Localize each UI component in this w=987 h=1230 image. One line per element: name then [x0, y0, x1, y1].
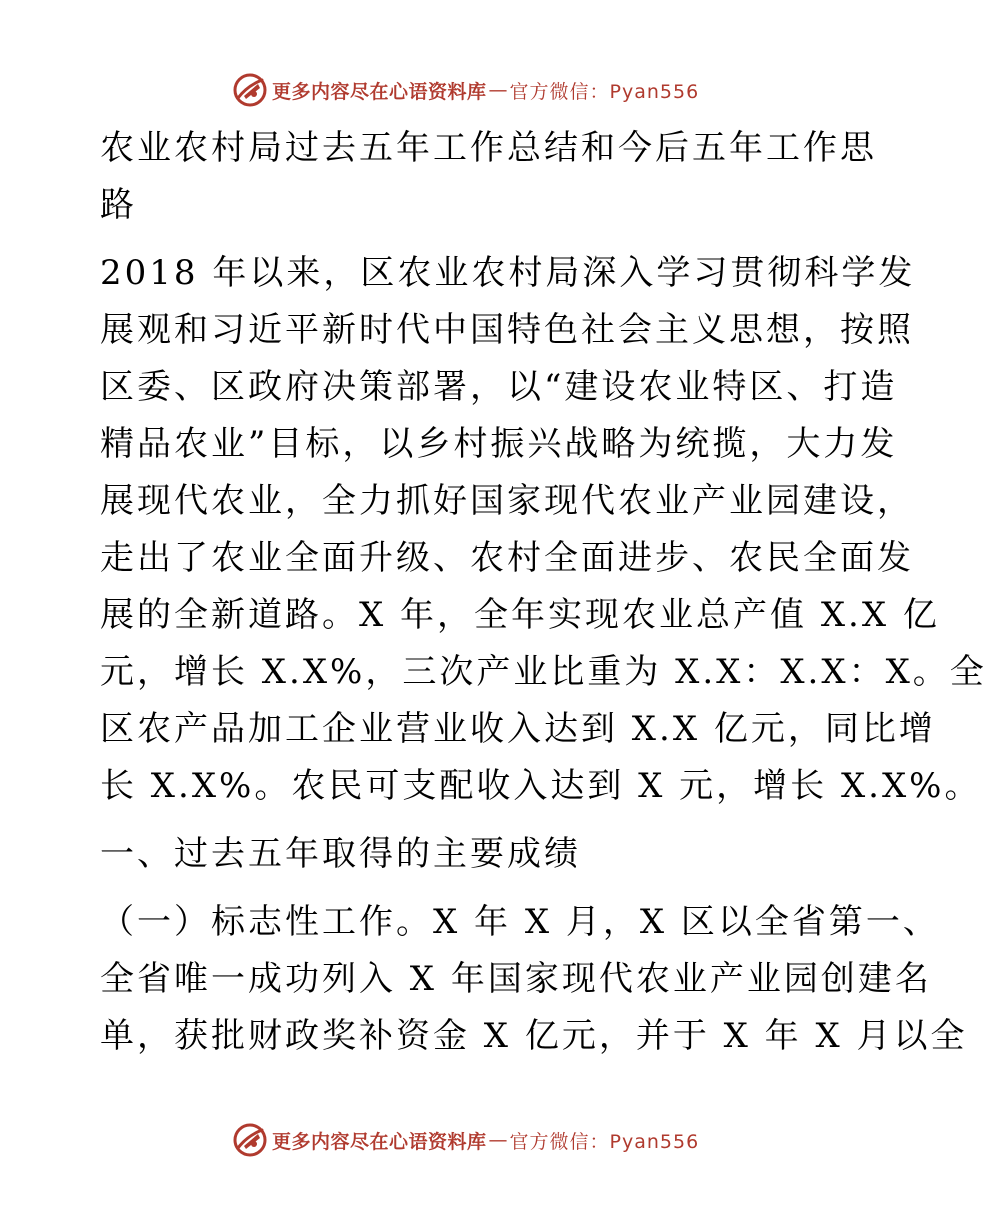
paragraph-line: 展观和习近平新时代中国特色社会主义思想，按照 — [100, 310, 914, 350]
header-banner — [232, 70, 699, 110]
banner-site-text: 更多内容尽在心语资料库 — [272, 1130, 487, 1153]
banner-wechat-text: 官方微信：Pyan556 — [509, 1130, 700, 1153]
banner-wechat-text: 官方微信：Pyan556 — [509, 80, 700, 103]
paragraph-line: 区农产品加工企业营业收入达到 X.X 亿元，同比增 — [100, 709, 936, 749]
title-line: 路 — [100, 185, 137, 225]
paragraph-line: 精品农业”目标，以乡村振兴战略为统揽，大力发 — [100, 424, 898, 464]
banner-dash: — — [488, 1129, 508, 1151]
paragraph-line: 单，获批财政奖补资金 X 亿元，并于 X 年 X 月以全 — [100, 1016, 968, 1056]
paragraph-line: 长 X.X%。农民可支配收入达到 X 元，增长 X.X%。 — [100, 766, 982, 806]
paragraph-line: 全省唯一成功列入 X 年国家现代农业产业园创建名 — [100, 959, 932, 999]
paragraph-line: 展现代农业，全力抓好国家现代农业产业园建设， — [100, 481, 914, 521]
document-body — [0, 120, 987, 1065]
section-heading: 一、过去五年取得的主要成绩 — [100, 834, 581, 874]
subsection-paragraph — [100, 894, 968, 1065]
brand-logo-icon — [232, 1122, 268, 1158]
intro-paragraph — [100, 245, 987, 815]
brand-logo-icon — [232, 72, 268, 108]
paragraph-line: 元，增长 X.X%，三次产业比重为 X.X：X.X：X。全 — [100, 652, 987, 692]
paragraph-line: 展的全新道路。X 年，全年实现农业总产值 X.X 亿 — [100, 595, 940, 635]
footer-banner — [232, 1120, 699, 1160]
title-line: 农业农村局过去五年工作总结和今后五年工作思 — [100, 128, 877, 168]
document-title — [100, 120, 877, 234]
paragraph-line: 走出了农业全面升级、农村全面进步、农民全面发 — [100, 538, 914, 578]
banner-dash: — — [488, 79, 508, 101]
paragraph-line: 区委、区政府决策部署，以“建设农业特区、打造 — [100, 367, 898, 407]
paragraph-line: （一）标志性工作。X 年 X 月，X 区以全省第一、 — [100, 902, 940, 942]
paragraph-line: 2018 年以来，区农业农村局深入学习贯彻科学发 — [100, 253, 916, 293]
banner-site-text: 更多内容尽在心语资料库 — [272, 80, 487, 103]
